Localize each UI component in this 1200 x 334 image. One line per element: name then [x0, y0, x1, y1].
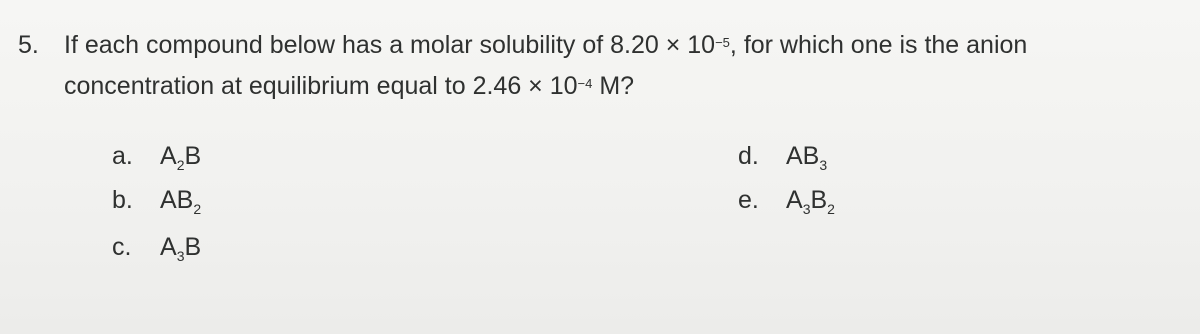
formula-subscript: 2 — [193, 201, 202, 217]
choice-a[interactable] — [112, 141, 201, 174]
formula-symbol: A — [786, 186, 803, 214]
choice-letter: e. — [738, 186, 759, 214]
choice-letter: a. — [112, 142, 133, 170]
exponent: −4 — [577, 76, 593, 91]
question-text-line-1 — [64, 30, 1027, 60]
choice-letter: b. — [112, 186, 133, 214]
question-text-part: M? — [592, 72, 635, 100]
choice-c[interactable] — [112, 232, 201, 265]
choice-formula — [160, 142, 202, 173]
choice-formula — [160, 186, 202, 217]
formula-symbol: B — [184, 142, 202, 170]
choice-b[interactable] — [112, 185, 201, 218]
formula-symbol: B — [810, 186, 828, 214]
formula-symbol: AB — [786, 142, 820, 170]
question-number: 5. — [18, 31, 39, 59]
choice-formula — [786, 186, 835, 217]
question-text-line-2 — [64, 71, 634, 101]
choice-d[interactable] — [738, 141, 827, 174]
question-text-part: concentration at equilibrium equal to 2.46 × 10 — [64, 72, 578, 100]
formula-subscript: 2 — [176, 157, 185, 173]
choice-letter: d. — [738, 142, 759, 170]
choice-letter: c. — [112, 233, 132, 261]
formula-symbol: A — [160, 142, 177, 170]
formula-symbol: A — [160, 233, 177, 261]
formula-symbol: B — [184, 233, 202, 261]
question-text-part: , for which one is the anion — [729, 31, 1028, 59]
formula-subscript: 2 — [827, 201, 835, 217]
exponent: −5 — [715, 35, 730, 50]
choice-e[interactable] — [738, 185, 835, 218]
question-text-part: If each compound below has a molar solubility of 8.20 × 10 — [64, 31, 716, 59]
choice-formula — [786, 142, 828, 173]
choice-formula — [160, 233, 202, 264]
formula-subscript: 3 — [802, 201, 811, 217]
formula-subscript: 3 — [819, 157, 828, 173]
formula-subscript: 3 — [176, 248, 185, 264]
formula-symbol: AB — [160, 186, 194, 214]
